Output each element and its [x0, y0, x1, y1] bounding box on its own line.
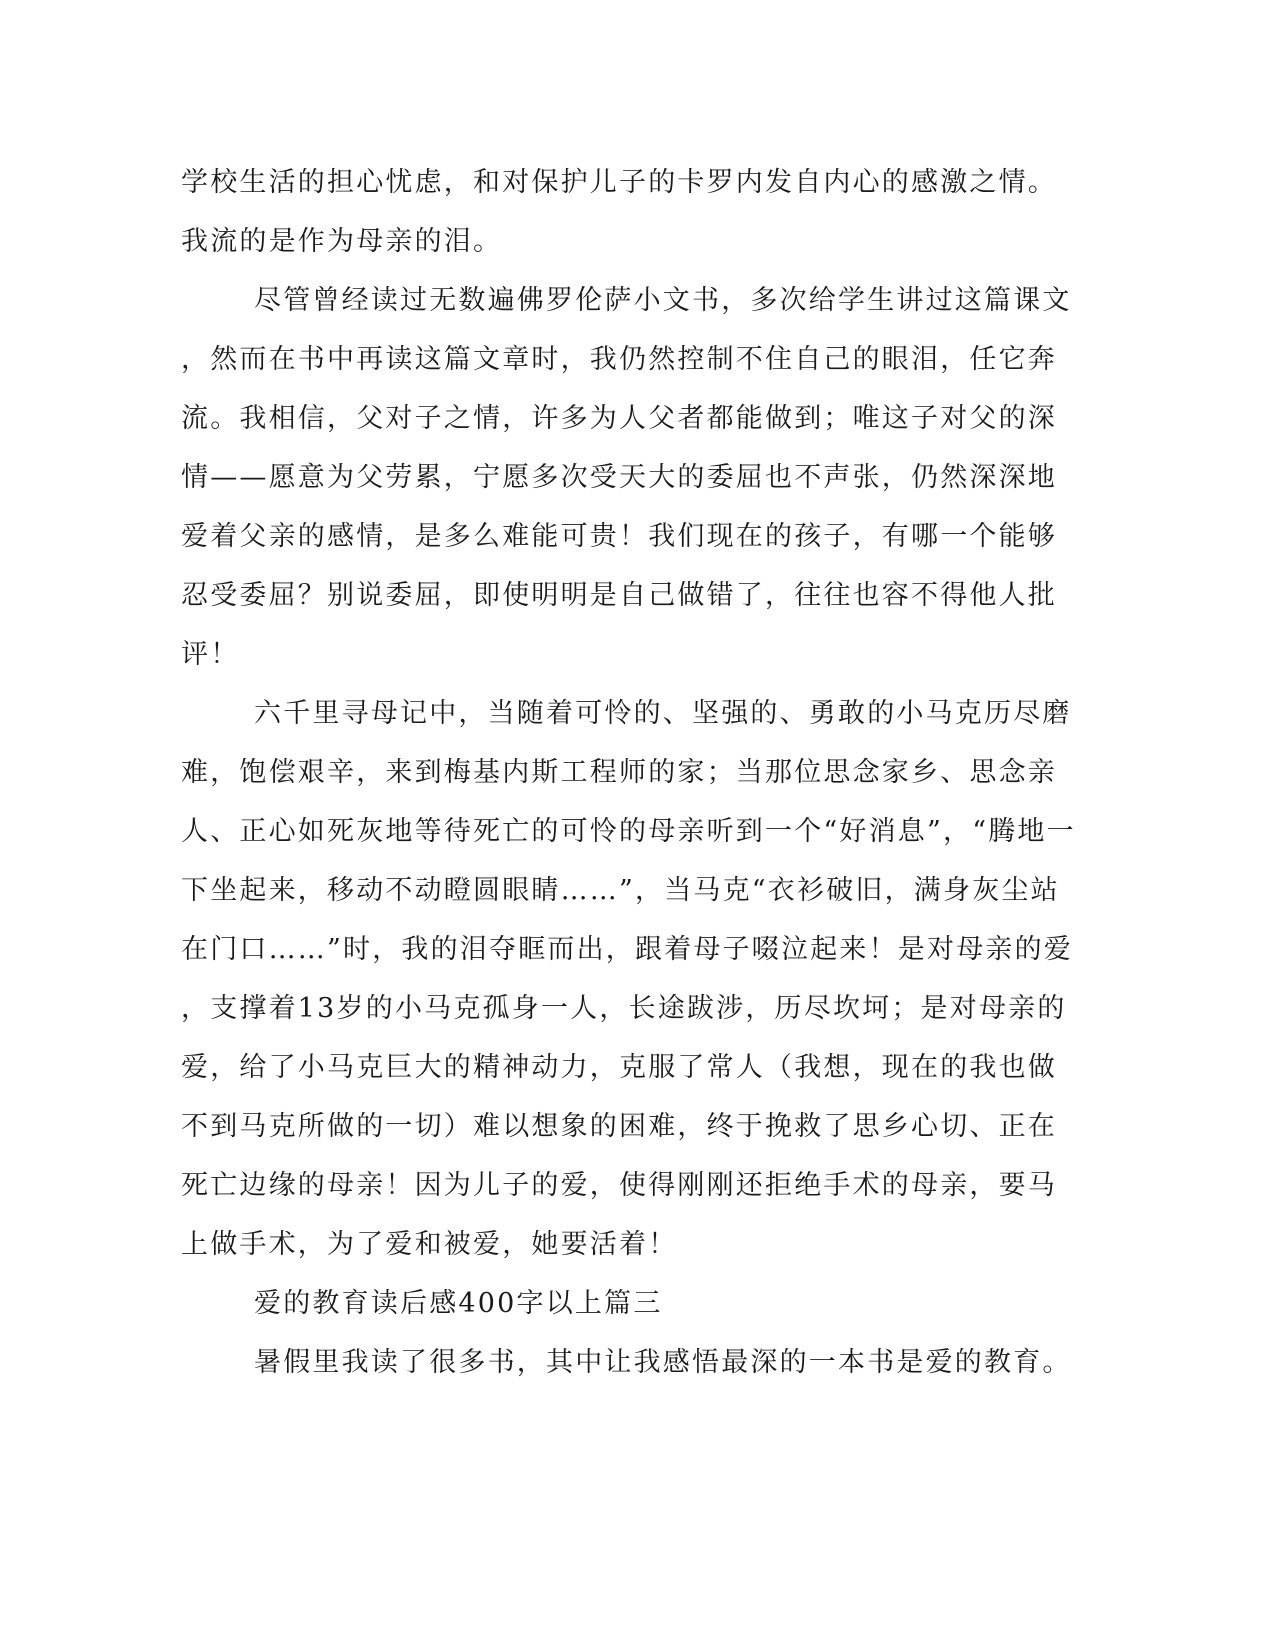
text-line: 学校生活的担心忧虑，和对保护儿子的卡罗内发自内心的感激之情。: [181, 167, 1057, 198]
paragraph-first-line: 尽管曾经读过无数遍佛罗伦萨小文书，多次给学生讲过这篇课文: [254, 285, 1072, 316]
text-line: 上做手术，为了爱和被爱，她要活着！: [181, 1229, 678, 1260]
text-line: 我流的是作为母亲的泪。: [181, 226, 503, 257]
text-line: 难，饱偿艰辛，来到梅基内斯工程师的家；当那位思念家乡、思念亲: [181, 757, 1057, 788]
text-line: 不到马克所做的一切）难以想象的困难，终于挽救了思乡心切、正在: [181, 1111, 1057, 1142]
text-line: 在门口……”时，我的泪夺眶而出，跟着母子啜泣起来！是对母亲的爱: [181, 934, 1074, 965]
text-line: 流。我相信，父对子之情，许多为人父者都能做到；唯这子对父的深: [181, 403, 1057, 434]
text-line: 忍受委屈？别说委屈，即使明明是自己做错了，往往也容不得他人批: [181, 580, 1057, 611]
section-heading: 爱的教育读后感400字以上篇三: [254, 1288, 663, 1319]
text-line: 爱，给了小马克巨大的精神动力，克服了常人（我想，现在的我也做: [181, 1052, 1057, 1083]
text-line: ，然而在书中再读这篇文章时，我仍然控制不住自己的眼泪，任它奔: [181, 344, 1057, 375]
paragraph-first-line: 六千里寻母记中，当随着可怜的、坚强的、勇敢的小马克历尽磨: [254, 698, 1072, 729]
text-line: 人、正心如死灰地等待死亡的可怜的母亲听到一个“好消息”，“腾地一: [181, 816, 1076, 847]
text-line: 情——愿意为父劳累，宁愿多次受天大的委屈也不声张，仍然深深地: [181, 462, 1057, 493]
text-line: ，支撑着13岁的小马克孤身一人，长途跋涉，历尽坎坷；是对母亲的: [181, 993, 1067, 1024]
text-line: 评！: [181, 639, 240, 670]
paragraph-first-line: 暑假里我读了很多书，其中让我感悟最深的一本书是爱的教育。: [254, 1347, 1072, 1378]
text-line: 死亡边缘的母亲！因为儿子的爱，使得刚刚还拒绝手术的母亲，要马: [181, 1170, 1057, 1201]
text-line: 爱着父亲的感情，是多么难能可贵！我们现在的孩子，有哪一个能够: [181, 521, 1057, 552]
text-line: 下坐起来，移动不动瞪圆眼睛……”，当马克“衣衫破旧，满身灰尘站: [181, 875, 1060, 906]
